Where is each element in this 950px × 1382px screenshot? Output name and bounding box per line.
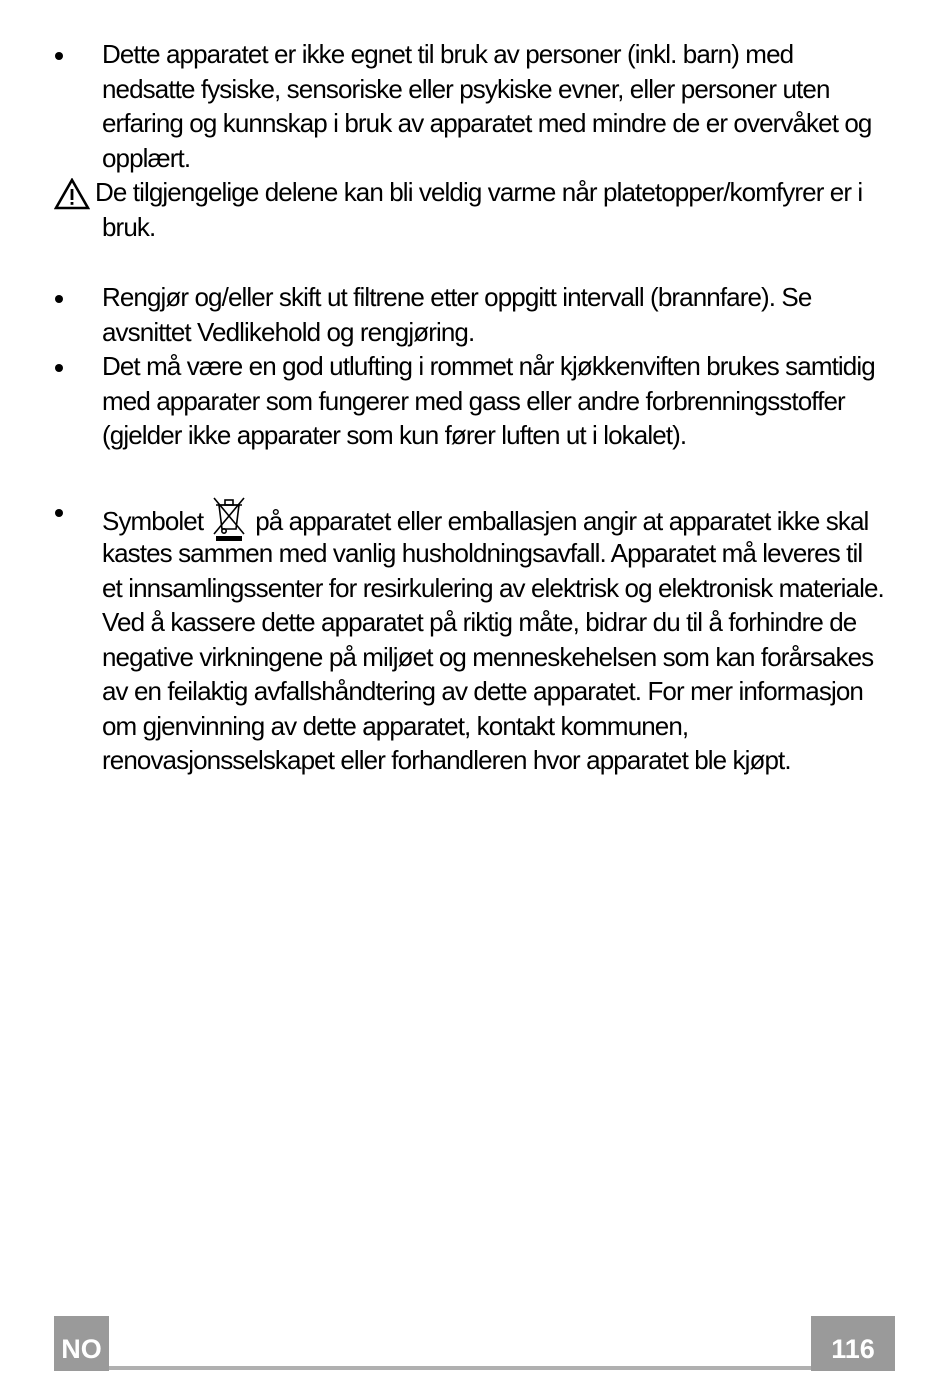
text-line: negative virkningene på miljøet og menneskehelsen som kan forårsakes xyxy=(102,641,874,672)
text-line: om gjenvinning av dette apparatet, kontakt kommunen, xyxy=(102,710,689,741)
bullet-text xyxy=(102,280,892,349)
text-fragment: Symbolet xyxy=(102,506,204,536)
bullet-text xyxy=(102,37,892,175)
text-line: Rengjør og/eller skift ut filtrene etter oppgitt intervall (brannfare). Se xyxy=(102,282,812,312)
text-line-with-symbol xyxy=(102,494,892,536)
text-line: kastes sammen med vanlig husholdningsavfall. Apparatet må leveres til xyxy=(102,538,863,568)
text-line: avsnittet Vedlikehold og rengjøring. xyxy=(102,316,475,347)
text-line: et innsamlingssenter for resirkulering av elektrisk og elektronisk materiale. xyxy=(102,572,884,603)
bullet-dot xyxy=(52,280,66,294)
warning-triangle-icon xyxy=(54,178,90,210)
footer-divider xyxy=(108,1366,812,1370)
text-line: Ved å kassere dette apparatet på riktig måte, bidrar du til å forhindre de xyxy=(102,607,857,637)
bullet-dot xyxy=(52,37,66,51)
text-line: Det må være en god utlufting i rommet når kjøkkenviften brukes samtidig xyxy=(102,351,875,381)
warning-text-line: De tilgjengelige delene kan bli veldig varme når platetopper/komfyrer er i xyxy=(95,177,863,207)
crossed-out-wheelie-bin-icon xyxy=(209,494,249,542)
text-line: nedsatte fysiske, sensoriske eller psykiske evner, eller personer uten xyxy=(102,73,830,104)
text-line: Dette apparatet er ikke egnet til bruk av personer (inkl. barn) med xyxy=(102,39,794,69)
bullet-text xyxy=(102,494,892,778)
text-line: med apparater som fungerer med gass eller andre forbrenningsstoffer xyxy=(102,385,845,416)
bullet-dot xyxy=(52,494,66,508)
text-fragment: på apparatet eller emballasjen angir at apparatet ikke skal xyxy=(255,506,869,536)
footer-language-code: NO xyxy=(54,1316,109,1371)
footer-page-number: 116 xyxy=(811,1316,895,1371)
text-line: erfaring og kunnskap i bruk av apparatet med mindre de er overvåket og xyxy=(102,108,872,138)
bullet-dot xyxy=(52,349,66,363)
text-line: av en feilaktig avfallshåndtering av dette apparatet. For mer informasjon xyxy=(102,676,863,706)
text-line: (gjelder ikke apparater som kun fører luften ut i lokalet). xyxy=(102,420,687,450)
warning-text xyxy=(102,210,892,245)
text-line: renovasjonsselskapet eller forhandleren hvor apparatet ble kjøpt. xyxy=(102,745,791,775)
bullet-text xyxy=(102,349,892,453)
text-line: opplært. xyxy=(102,142,191,173)
text-line: bruk. xyxy=(102,211,156,242)
